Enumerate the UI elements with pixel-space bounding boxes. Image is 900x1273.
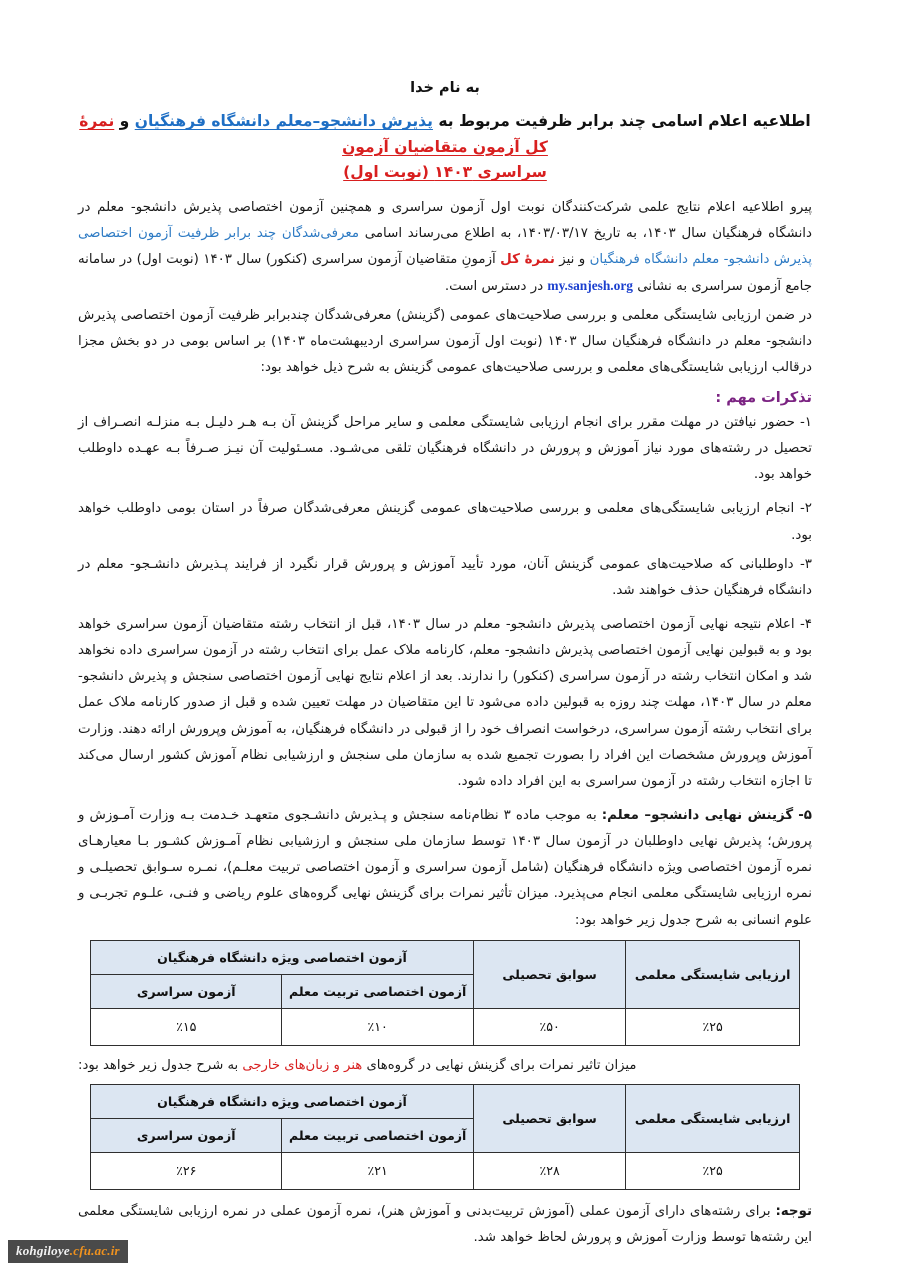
intro-p1-blue: معرفی‌شدگان چند برابر ظرفیت آزمون اختصاصی پذیرش دانشجو- معلم دانشگاه فرهنگیان <box>78 226 812 268</box>
note-item-5 <box>78 803 812 934</box>
final-note <box>78 1199 812 1251</box>
grade-table-1-wrapper <box>78 940 812 1046</box>
t1-header-specialized-exam-group: آزمون اختصاصی ویژه دانشگاه فرهنگیان <box>91 940 474 974</box>
final-note-text: برای رشته‌های دارای آزمون عملی (آموزش تربیت‌بدنی و آموزش هنر)، نمره آزمون عملی در نمره ارزیابی شایستگی معلمی این رشته‌ها توسط وزارت آموزش و پرورش لحاظ خواهد شد. <box>78 1203 812 1245</box>
note-item-2-text: انجام ارزیابی شایستگی‌های معلمی و بررسی صلاحیت‌های عمومی گزینش معرفی‌شدگان صرفاً در استان بومی داوطلب خواهد بود. <box>78 501 812 543</box>
t1-value-national-exam: ٪۱۵ <box>91 1008 282 1045</box>
t1-value-academic-records: ٪۵۰ <box>473 1008 625 1045</box>
grade-weights-table-2 <box>90 1084 800 1190</box>
t1-header-teacher-training-exam: آزمون اختصاصی تربیت معلم <box>282 974 473 1008</box>
intro-p1-a: پیرو اطلاعیه اعلام نتایج علمی شرکت‌کنندگان نوبت اول آزمون سراسری و همچنین آزمون اختصاصی پذیرش دانشجو- معلم در دانشگاه فرهنگیان سال ۱۴۰۳، به تاریخ ۱۴۰۳/۰۳/۱۷، به اطلاع می‌رساند اسامی <box>78 199 812 242</box>
t2-header-academic-records: سوابق تحصیلی <box>473 1084 625 1152</box>
logo-text-domain: .cfu.ac.ir <box>69 1243 120 1258</box>
note-item-4-text: اعلام نتیجه نهایی آزمون اختصاصی پذیرش دانشجو- معلم در سال ۱۴۰۳، قبل از انتخاب رشته متقاضیان آزمون سراسری خواهد بود و به قبولین نهایی آزمون اختصاصی پذیرش دانشجو- معلم، کارنامه ملاک عمل برای انتخاب رشته در آزمون سراسری داده نخواهد شد و امکان انتخاب رشته در آزمون سراسری (کنکور) را ندارند. بعد از اعلام نتایج نهایی آزمون اختصاصی سنجش و پذیرش دانشجو- معلم در سال ۱۴۰۳، مهلت چند روزه به قبولین داده می‌شود تا این متقاضیان در مهلت تعیین شده و قبل از صدور کارنامه ملاک عمل برای انتخاب رشته آزمون سراسری، درخواست انصراف خود را از قبولی در دانشگاه فرهنگیان، به آموزش وپرورش ارائه دهند. وزارت آموزش وپرورش مشخصات این افراد را بصورت تجمیع شده به سازمان ملی سنجش و ارزشیابی نظام آموزش کشور ارسال می‌کند تا اجازه انتخاب رشته در آزمون سراسری به این افراد داده شود. <box>78 616 812 789</box>
t2-value-national-exam: ٪۲۶ <box>91 1152 282 1189</box>
t1-header-academic-records: سوابق تحصیلی <box>473 940 625 1008</box>
site-watermark-logo <box>8 1240 128 1263</box>
t1-header-evaluation: ارزیابی شایستگی معلمی <box>626 940 800 1008</box>
grade-table-2-wrapper <box>78 1084 812 1190</box>
final-note-lead: توجه: <box>775 1203 812 1219</box>
intro-p1-b: و نیز <box>554 252 590 268</box>
title-segment-red-line2: سراسری ۱۴۰۳ (نوبت اول) <box>343 163 547 182</box>
t2-header-teacher-training-exam: آزمون اختصاصی تربیت معلم <box>282 1118 473 1152</box>
note-item-1 <box>78 410 812 488</box>
note-item-5-lead: گزینش نهایی دانشجو– معلم: <box>601 807 794 823</box>
table-row <box>91 1152 800 1189</box>
bismillah-heading: به نام خدا <box>410 80 480 96</box>
note-item-4-number: ۴- <box>799 616 812 632</box>
note-item-2-number: ۲- <box>799 501 812 517</box>
mid-line-red-groups: هنر و زبان‌های خارجی <box>242 1057 363 1073</box>
table-header-row-top <box>91 1084 800 1118</box>
important-notes-heading: تذکرات مهم : <box>715 389 812 406</box>
note-item-1-number: ۱- <box>799 414 812 430</box>
intro-paragraph-1 <box>78 195 812 301</box>
t1-header-national-exam: آزمون سراسری <box>91 974 282 1008</box>
grade-weights-table-1 <box>90 940 800 1046</box>
t2-header-specialized-exam-group: آزمون اختصاصی ویژه دانشگاه فرهنگیان <box>91 1084 474 1118</box>
note-item-3-text: داوطلبانی که صلاحیت‌های عمومی گزینش آنان، مورد تأیید آموزش و پرورش قرار نگیرد از فرایند پـذیرش دانشـجو- معلم در دانشگاه فرهنگیان حذف خواهند شد. <box>78 556 812 598</box>
t2-value-evaluation: ٪۲۵ <box>626 1152 800 1189</box>
t1-value-teacher-training-exam: ٪۱۰ <box>282 1008 473 1045</box>
t2-value-teacher-training-exam: ٪۲۱ <box>282 1152 473 1189</box>
t2-value-academic-records: ٪۲۸ <box>473 1152 625 1189</box>
note-item-1-text: حضور نیافتن در مهلت مقرر برای انجام ارزیابی شایستگی معلمی و سایر مراحل گزینش آن بـه هـر دلیـل بـه منزلـه انصـراف از تحصیل در رشته‌های مورد نیاز آموزش و پرورش در دانشگاه فرهنگیان تلقی می‌شـود. مسـئولیت آن نیـز صـرفاً بـه عهـده داوطلب خواهد بود. <box>78 414 812 483</box>
note-item-5-number: ۵- <box>798 807 812 823</box>
t1-value-evaluation: ٪۲۵ <box>626 1008 800 1045</box>
note-item-3-number: ۳- <box>799 556 812 572</box>
note-item-3 <box>78 552 812 604</box>
intro-paragraph-2: در ضمن ارزیابی شایستگی معلمی و بررسی صلاحیت‌های عمومی (گزینش) معرفی‌شدگان چندبرابر ظرفیت آزمون اختصاصی پذیرش دانشجو- معلم در دانشگاه فرهنگیان سال ۱۴۰۳ (نوبت اول آزمون سراسری اردیبهشت‌ماه ۱۴۰۳) بر اساس بومی در دو بخش مجزا درقالب ارزیابی شایستگی‌های معلمی و بررسی صلاحیت‌های عمومی گزینش به شرح ذیل خواهد بود: <box>78 307 812 375</box>
intro-p1-d: در دسترس است. <box>444 279 548 295</box>
logo-text-primary: kohgiloye <box>16 1243 70 1258</box>
intro-p1-red: نمرهٔ کل <box>500 252 555 268</box>
note-item-2 <box>78 496 812 548</box>
table-row <box>91 1008 800 1045</box>
note-item-5-text: به موجب ماده ٣ نظام‌نامه سنجش و پـذیرش دانشـجوی متعهـد خـدمت بـه وزارت آمـوزش و پرورش؛ پذیرش نهایی داوطلبان در آزمون سال ۱۴۰۳ توسط سازمان ملی سنجش و ارزشیابی نظام آمـوزش کشـور بـا معیارهـای نمره آزمون اختصاصی ویژه دانشگاه فرهنگیان (شامل آزمون سراسری و آزمون اختصاصی تربیت معلـم)، نمـره سـوابق تحصیلـی و نمره ارزیابی شایستگی معلمی انجام می‌پذیرد. میزان تأثیر نمرات برای گزینش نهایی گروه‌های علوم ریاضی و فنـی، علـوم تجربـی و علوم انسانی به شرح جدول زیر خواهد بود: <box>78 807 812 928</box>
table-header-row-top <box>91 940 800 974</box>
title-segment-plain: اطلاعیه اعلام اسامی چند برابر ظرفیت مربوط به <box>432 112 811 131</box>
intro-p1-c: آزمونِ متقاضیان آزمون سراسری (کنکور) سال ۱۴۰۳ (نوبت اول) در سامانه جامع آزمون سراسری به نشانی <box>78 252 812 295</box>
note-item-4 <box>78 612 812 795</box>
second-table-intro-line <box>78 1053 812 1078</box>
page-title <box>78 109 812 186</box>
t2-header-evaluation: ارزیابی شایستگی معلمی <box>626 1084 800 1152</box>
mid-line-a: میزان تاثیر نمرات برای گزینش نهایی در گروه‌های <box>362 1057 637 1073</box>
t2-header-national-exam: آزمون سراسری <box>91 1118 282 1152</box>
mid-line-b: به شرح جدول زیر خواهد بود: <box>78 1057 243 1073</box>
title-segment-blue: پذیرش دانشجو–معلم دانشگاه فرهنگیان <box>134 112 433 131</box>
title-segment-conjunction: و <box>114 112 135 131</box>
sanjesh-portal-link[interactable]: my.sanjesh.org <box>547 278 633 294</box>
title-segment-red: نمرهٔ کل آزمون متقاضیان آزمون <box>79 112 548 156</box>
